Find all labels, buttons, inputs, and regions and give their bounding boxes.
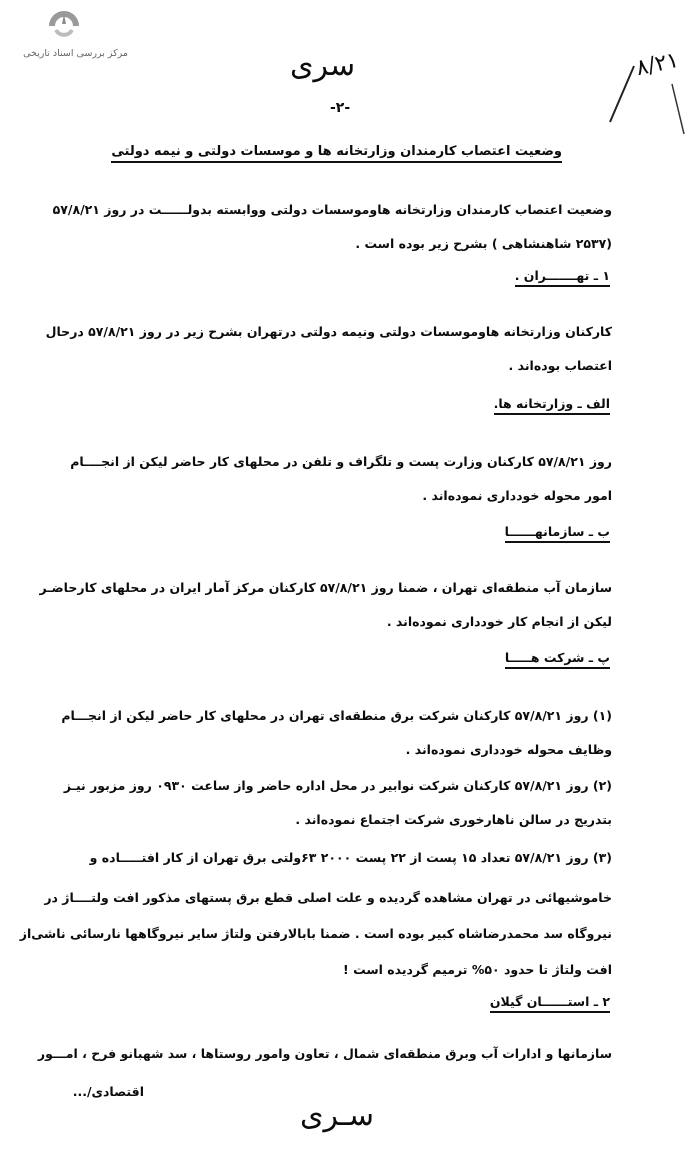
pe-item-2-line-1: (۲) روز ۵۷/۸/۲۱ کارکنان شرکت نوابیر در محل اداره حاضر واز ساعت ۰۹۳۰ روز مزبور نیـز [63, 778, 612, 793]
handwritten-slash-icon [604, 58, 644, 128]
page-number: -۲- [330, 100, 351, 116]
section-2-heading: ۲ ـ استــــــان گیلان [490, 994, 610, 1013]
pe-item-1-line-2: وظایف محوله خودداری نموده‌اند . [405, 742, 612, 757]
be-line-1: سازمان آب منطقه‌ای تهران ، ضمنا روز ۵۷/۸/۲۱ کارکنان مرکز آمار ایران در محلهای کارحاضـر [39, 580, 612, 595]
subsection-pe-heading: پ ـ شرکت هـــــا [505, 650, 610, 669]
pe-item-1-line-1: (۱) روز ۵۷/۸/۲۱ کارکنان شرکت برق منطقه‌ای تهران در محلهای کار حاضر لیکن از انجـــام [61, 708, 612, 723]
be-line-2: لیکن از انجام کار خودداری نموده‌اند . [386, 614, 612, 629]
classification-top: سری [290, 48, 356, 83]
pe-item-3-line-1: (۳) روز ۵۷/۸/۲۱ تعداد ۱۵ پست از ۲۲ پست ۲۰۰۰ ۶۳ولتی برق تهران از کار افتـــــاده و [89, 850, 612, 865]
alef-line-1: روز ۵۷/۸/۲۱ کارکنان وزارت پست و تلگراف و تلفن در محلهای کار حاضر لیکن از انجــــام [70, 454, 612, 469]
section-2-line-1: سازمانها و ادارات آب وبرق منطقه‌ای شمال ، تعاون وامور روستاها ، سد شهبانو فرح ، امـــور [37, 1046, 612, 1061]
pe-item-2-line-2: بتدریج در سالن ناهارخوری شرکت اجتماع نموده‌اند . [295, 812, 612, 827]
handwritten-number: ۸/۲۱ [633, 47, 682, 82]
pe-item-3-line-3: نیروگاه سد محمدرضاشاه کبیر بوده است . ضمنا بابالارفتن ولتاژ سایر نیروگاهها نارسائی ناشی‌از [19, 926, 612, 941]
alef-line-2: امور محوله خودداری نموده‌اند . [422, 488, 612, 503]
subsection-alef-heading: الف ـ وزارتخانه ها. [494, 396, 610, 415]
section-1-line-1: کارکنان وزارتخانه هاوموسسات دولتی ونیمه دولتی درتهران بشرح زیر در روز ۵۷/۸/۲۱ درحال [45, 324, 612, 339]
classification-bottom: سـری [300, 1098, 374, 1133]
archive-emblem-icon [44, 6, 84, 46]
section-2-line-2: اقتصادی/... [72, 1084, 144, 1099]
section-1-line-2: اعتصاب بوده‌اند . [508, 358, 612, 373]
pe-item-3-line-4: افت ولتاژ تا حدود ۵۰% ترمیم گردیده است ! [343, 962, 612, 977]
section-1-heading: ۱ ـ تهـــــــران . [515, 268, 610, 287]
document-title: وضعیت اعتصاب کارمندان وزارتخانه ها و موسسات دولتی و نیمه دولتی [111, 144, 562, 163]
subsection-be-heading: ب ـ سازمانهــــــا [505, 524, 610, 543]
pe-item-3-line-2: خاموشیهائی در تهران مشاهده گردیده و علت اصلی قطع برق پستهای مذکور افت ولتــــاژ در [44, 890, 612, 905]
intro-line-2: (۲۵۳۷ شاهنشاهی ) بشرح زیر بوده است . [355, 236, 612, 251]
intro-line-1: وضعیت اعتصاب کارمندان وزارتخانه هاوموسسات دولتی ووابسته بدولــــــت در روز ۵۷/۸/۲۱ [52, 202, 612, 217]
archive-name: مرکز بررسی اسناد تاریخی [23, 48, 128, 59]
handwritten-tick-icon [668, 80, 692, 140]
archive-logo [8, 6, 128, 62]
